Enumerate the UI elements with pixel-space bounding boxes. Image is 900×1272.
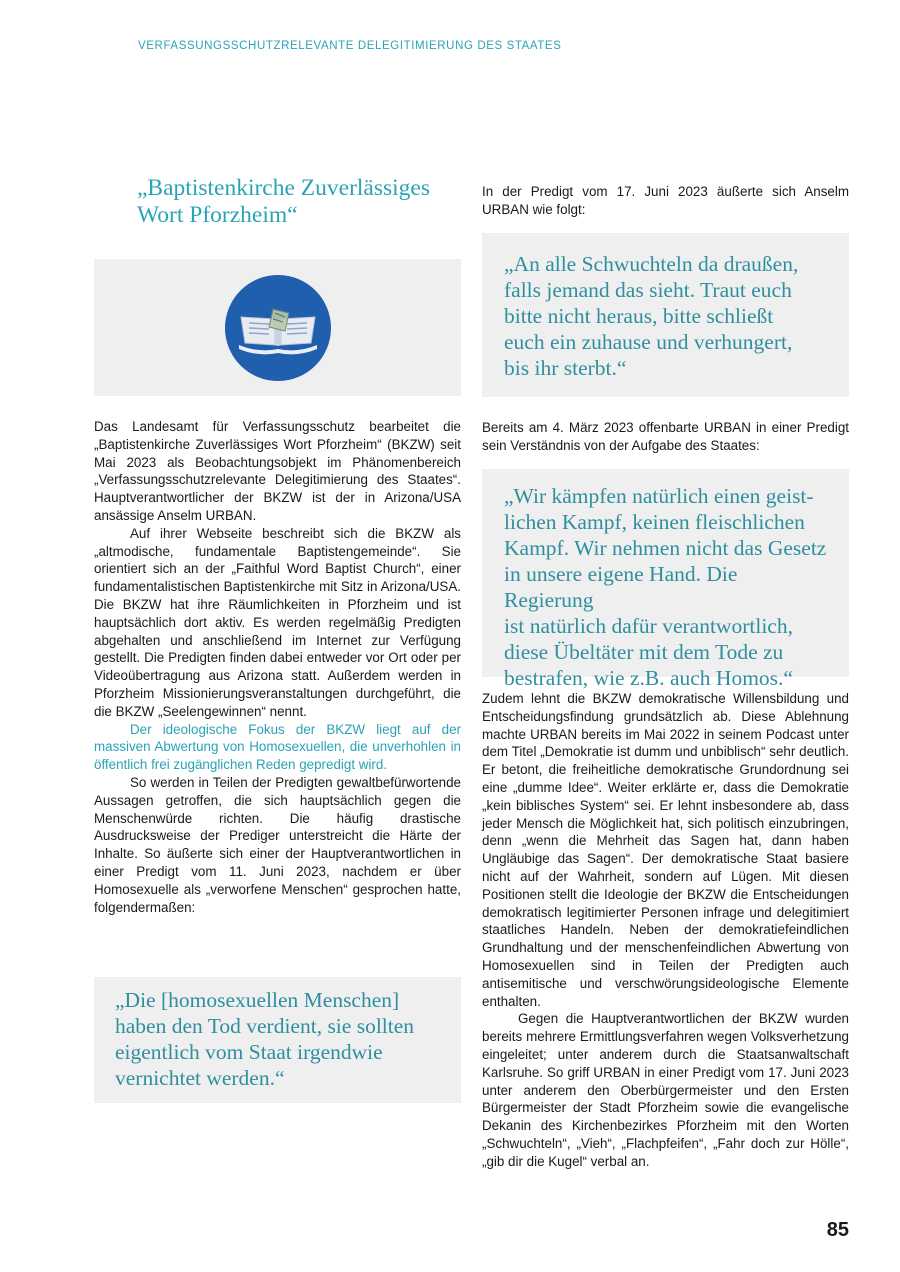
quote-line: „Die [homosexuellen Menschen] xyxy=(115,988,400,1012)
quote-line: falls jemand das sieht. Traut euch xyxy=(504,278,792,302)
page-number: 85 xyxy=(826,1219,849,1241)
right-column-main xyxy=(482,690,849,1171)
quote-line: „An alle Schwuchteln da draußen, xyxy=(504,252,799,276)
quote-line: ist natürlich dafür verantwortlich, xyxy=(504,614,793,638)
quote-line: euch ein zuhause und verhungert, xyxy=(504,330,793,354)
left-column xyxy=(94,418,461,916)
paragraph-highlight: Der ideologische Fokus der BKZW liegt auf der massiven Abwertung von Homosexuellen, die unverhohlen in öffentlich frei zugänglichen Reden gepredigt wird. xyxy=(94,721,461,773)
quote-line: bis ihr sterbt.“ xyxy=(504,356,627,380)
quote-box-right-2 xyxy=(482,469,849,690)
paragraph-ermittlungen: Gegen die Hauptverantwortlichen der BKZW wurden bereits mehrere Ermittlungsverfahren wegen Volksverhetzung eingeleitet; unter anderem durch die Staatsanwaltschaft Karlsruhe. So griff URBAN in einer Predigt vom 17. Juni 2023 unter anderem den Oberbürgermeister und den Ersten Bürgermeister der Stadt Pforzheim sowie die evangelische Dekanin des Kirchenbezirkes Pforzheim mit den Worten „Schwuchteln“, „Vieh“, „Flachpfeifen“, „Fahr doch zur Hölle“, „gib dir die Kugel“ verbal an. xyxy=(482,1011,849,1169)
right-intro-1 xyxy=(482,183,849,219)
paragraph-demokratie: Zudem lehnt die BKZW demokratische Willensbildung und Entscheidungsfindung grundsätzlich ab. Diese Ablehnung machte URBAN bereits im Mai 2022 in seinem Podcast unter dem Titel „Demokratie ist dumm und unbiblisch“ sehr deutlich. Er betont, die freiheitliche demokratische Grundordnung sei eine „dumme Idee“. Weiter erklärte er, dass die Demokratie „kein biblisches System“ sei. Er lehnt insbesondere ab, dass jeder Mensch die Möglichkeit hat, sich politisch einzubringen, denn „wenn die Mehrheit das Sagen hat, dann haben Ungläubige das Sagen“. Der demokratische Staat basiere nicht auf der Wahrheit, sondern auf Lügen. Mit diesen Positionen stellt die Ideologie der BKZW die Entscheidungen demokratisch legitimierter Personen infrage und delegitimiert staatliches Handeln. Neben der demokratiefeindlichen Grundhaltung und der menschenfeindlichen Abwertung von Homosexuellen sind in Teilen der Predigten auch antisemitische und verschwörungsideologische Elemente enthalten. xyxy=(482,691,849,1009)
quote-line: bestrafen, wie z.B. auch Homos.“ xyxy=(504,666,793,690)
quote-line: „Wir kämpfen natürlich einen geist- xyxy=(504,484,814,508)
quote-box-left xyxy=(94,977,461,1103)
logo-panel xyxy=(94,259,461,396)
quote-box-right-1 xyxy=(482,233,849,397)
quote-line: diese Übeltäter mit dem Tode zu xyxy=(504,640,784,664)
running-header: VERFASSUNGSSCHUTZRELEVANTE DELEGITIMIERUNG DES STAATES xyxy=(138,40,562,52)
paragraph-gewalt: So werden in Teilen der Predigten gewaltbefürwortende Aussagen getroffen, die sich hauptsächlich gegen die Menschenwürde richten. Die häufig drastische Ausdrucksweise der Prediger unterstreicht die Härte der Inhalte. So äußerte sich einer der Hauptverantwortlichen in einer Predigt vom 11. Juni 2023, nachdem er über Homosexuelle als „verworfene Menschen“ gesprochen hatte, folgendermaßen: xyxy=(94,774,461,915)
quote-line: vernichtet werden.“ xyxy=(115,1066,285,1090)
paragraph-predigt-intro: In der Predigt vom 17. Juni 2023 äußerte sich Anselm URBAN wie folgt: xyxy=(482,184,849,217)
paragraph-staat-intro: Bereits am 4. März 2023 offenbarte URBAN in einer Predigt sein Verständnis von der Aufgabe des Staates: xyxy=(482,420,849,453)
quote-line: lichen Kampf, keinen fleischlichen xyxy=(504,510,805,534)
quote-line: Kampf. Wir nehmen nicht das Gesetz xyxy=(504,536,827,560)
quote-line: haben den Tod verdient, sie sollten xyxy=(115,1014,415,1038)
open-bible-icon xyxy=(223,273,333,383)
right-intro-2 xyxy=(482,419,849,455)
paragraph-webseite: Auf ihrer Webseite beschreibt sich die BKZW als „altmodische, fundamentale Baptistengemeinde“. Sie orientiert sich an der „Faithful Word Baptist Church“, einer fundamentalistischen Baptistenkirche mit Sitz in Arizona/USA. Die BKZW hat ihre Räumlichkeiten in Pforzheim und ist hauptsächlich dort aktiv. Es werden regelmäßig Predigten abgehalten und anschließend im Internet zur Verfügung gestellt. Die Predigten finden dabei entweder vor Ort oder per Videoübertragung aus Arizona statt. Außerdem werden in Pforzheim Missionierungsveranstaltungen durchgeführt, die die BKZW „Seelengewinnen“ nennt. xyxy=(94,525,461,719)
quote-line: eigentlich vom Staat irgendwie xyxy=(115,1040,383,1064)
quote-line: bitte nicht heraus, bitte schließt xyxy=(504,304,774,328)
section-title: „Baptistenkirche Zuverlässiges Wort Pforzheim“ xyxy=(137,175,431,228)
quote-line: in unsere eigene Hand. Die Regierung xyxy=(504,562,738,612)
paragraph-intro: Das Landesamt für Verfassungsschutz bearbeitet die „Baptistenkirche Zuverlässiges Wort Pforzheim“ (BKZW) seit Mai 2023 als Beobachtungsobjekt im Phänomenbereich „Verfassungsschutzrelevante Delegitimierung des Staates“. Hauptverantwortlicher der BKZW ist der in Arizona/USA ansässige Anselm URBAN. xyxy=(94,419,461,523)
